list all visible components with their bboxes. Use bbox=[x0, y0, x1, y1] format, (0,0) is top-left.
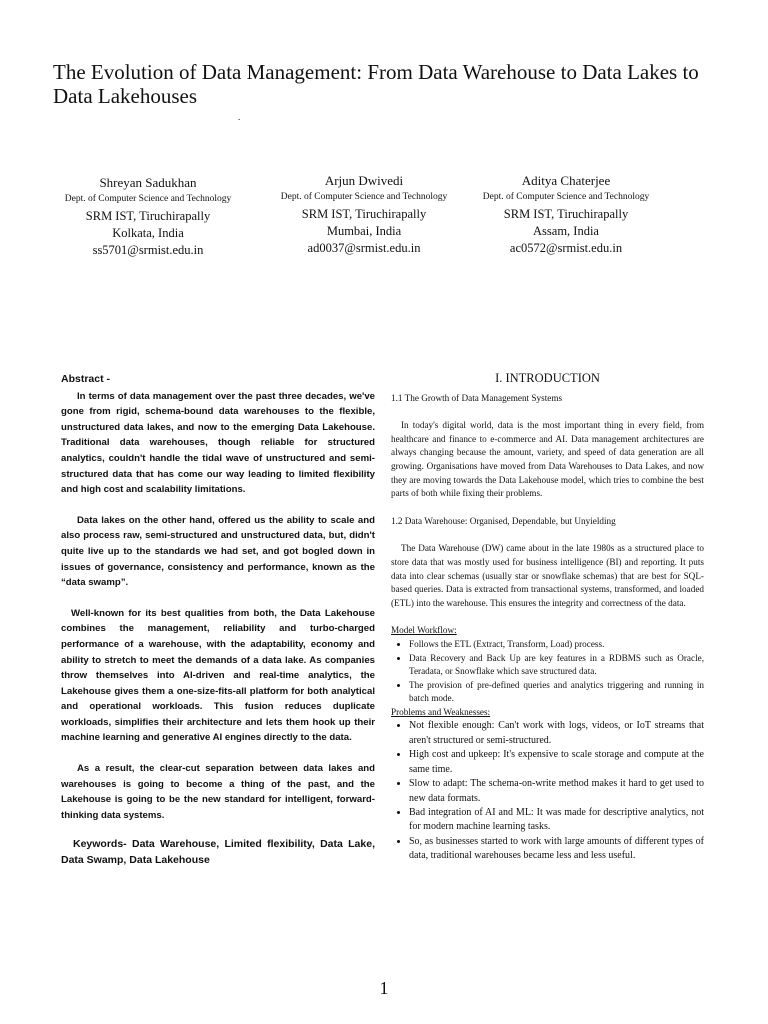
author-location: Assam, India bbox=[533, 224, 599, 238]
author-institution: SRM IST, Tiruchirapally bbox=[301, 207, 427, 221]
author-institution: SRM IST, Tiruchirapally bbox=[503, 207, 629, 221]
author-name: Shreyan Sadukhan bbox=[99, 175, 197, 190]
section-heading: I. INTRODUCTION bbox=[495, 371, 600, 385]
list-item: • High cost and upkeep: It's expensive to scale storage and compute at the same time. bbox=[409, 748, 704, 777]
abstract-paragraph: In terms of data management over the past three decades, we've gone from rigid, schema-bound data warehouses to the flexible, unstructured data lakes, and now to the emerging Data Lakehouse. Traditional data warehouses, though reliable for structured analytics, couldn't handle the tidal wave of unstructured and semi-structured data that has come our way leading to limited flexibility and high cost and scalability limitations. bbox=[61, 390, 375, 496]
author-location: Kolkata, India bbox=[112, 226, 184, 240]
page-number: 1 bbox=[379, 978, 389, 998]
abstract-heading: Abstract - bbox=[61, 373, 111, 385]
paper-title: The Evolution of Data Management: From Data Warehouse to Data Lakes to Data Lakehouses bbox=[53, 60, 699, 108]
list-item: • The provision of pre-defined queries and analytics triggering and running in batch mode. bbox=[409, 679, 704, 706]
list-item: • Slow to adapt: The schema-on-write method makes it hard to get used to new data formats. bbox=[409, 777, 704, 806]
intro-paragraph: In today's digital world, data is the most important thing in every field, from healthcare and finance to e-commerce and AI. Data management architectures are always changing because the amount, variety, and speed of data generation are all growing. Organisations have moved from Data Warehouses to Data Lakes, and now they are moving towards the Data Lakehouse model, which tries to combine the best parts of both while fixing their problems. bbox=[391, 420, 704, 499]
author-name: Arjun Dwivedi bbox=[324, 173, 404, 188]
abstract-column bbox=[61, 372, 375, 869]
list-item: • Not flexible enough: Can't work with logs, videos, or IoT streams that aren't structured or semi-structured. bbox=[409, 719, 704, 748]
author-name: Aditya Chaterjee bbox=[521, 173, 611, 188]
intro-paragraph: The Data Warehouse (DW) came about in the late 1980s as a structured place to store data that was mostly used for business intelligence (BI) and reporting. It puts data into clear schemas (usually star or snowflake schemas) that are best for SQL-based queries. Data is extracted from transactional systems, transformed, and loaded (ETL) into the warehouse. This ensures the integrity and correctness of the data. bbox=[391, 543, 704, 608]
list-item: • So, as businesses started to work with large amounts of different types of data, traditional warehouses became less and less useful. bbox=[409, 835, 704, 864]
author-email: ad0037@srmist.edu.in bbox=[307, 241, 421, 255]
author-dept: Dept. of Computer Science and Technology bbox=[280, 192, 448, 202]
author-dept: Dept. of Computer Science and Technology bbox=[482, 192, 650, 202]
problems-list bbox=[391, 719, 704, 863]
keywords: Keywords- Data Warehouse, Limited flexibility, Data Lake, Data Swamp, Data Lakehouse bbox=[61, 838, 375, 867]
author-institution: SRM IST, Tiruchirapally bbox=[85, 209, 211, 223]
author-block bbox=[456, 172, 676, 257]
author-location: Mumbai, India bbox=[326, 224, 402, 238]
subsection-heading: 1.1 The Growth of Data Management Systems bbox=[391, 392, 563, 403]
title-mark: . bbox=[238, 112, 241, 122]
list-item: • Follows the ETL (Extract, Transform, Load) process. bbox=[409, 638, 704, 652]
abstract-paragraph: Well-known for its best qualities from both, the Data Lakehouse combines the management, reliability and turbo-charged performance of a warehouse, with the adaptability, economy and ability to stretch to meet the demands of a data lake. As companies throw themselves into AI-driven and real-time analytics, the Lakehouse gives them a one-size-fits-all platform for both analytical and operational workloads. This fusion reduces duplicate workloads, simplifies their architecture and lets them hook up their machine learning and generative AI engines directly to the data. bbox=[61, 607, 375, 744]
subsection-heading: 1.2 Data Warehouse: Organised, Dependable, but Unyielding bbox=[391, 515, 616, 526]
author-block bbox=[254, 172, 474, 257]
introduction-column bbox=[391, 372, 704, 864]
list-item: • Data Recovery and Back Up are key features in a RDBMS such as Oracle, Teradata, or Snowflake which save structured data. bbox=[409, 652, 704, 679]
problems-heading: Problems and Weaknesses: bbox=[391, 706, 491, 717]
abstract-paragraph: As a result, the clear-cut separation between data lakes and warehouses is going to become a thing of the past, and the Lakehouse is going to be the new standard for intelligent, forward-thinking data systems. bbox=[61, 763, 375, 821]
author-email: ss5701@srmist.edu.in bbox=[92, 243, 204, 257]
workflow-list bbox=[391, 638, 704, 706]
author-dept: Dept. of Computer Science and Technology bbox=[64, 194, 232, 204]
abstract-paragraph: Data lakes on the other hand, offered us the ability to scale and also process raw, semi-structured and unstructured data, but, didn't quite live up to the standards we had set, and got bogled down in issues of governance, consistency and performance, known as the “data swamp”. bbox=[61, 514, 375, 589]
list-item: • Bad integration of AI and ML: It was made for descriptive analytics, not for modern machine learning tasks. bbox=[409, 806, 704, 835]
workflow-heading: Model Workflow: bbox=[391, 625, 457, 636]
author-block bbox=[38, 174, 258, 259]
author-email: ac0572@srmist.edu.in bbox=[509, 241, 623, 255]
